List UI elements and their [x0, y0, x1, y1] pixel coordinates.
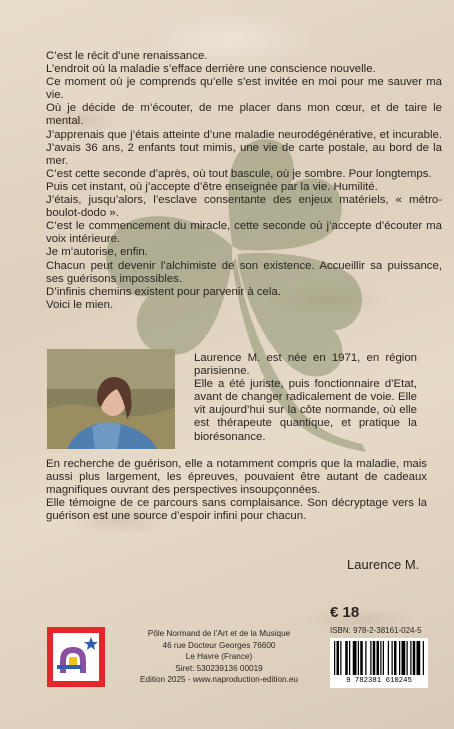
main-text-line: C’est le récit d’une renaissance.	[46, 50, 208, 62]
isbn-label: ISBN: 978-2-38161-024-5	[330, 626, 422, 635]
bio-paragraph: Elle a été juriste, puis fonctionnaire d’Etat, avant de changer radicalement de voie. Elle vit aujourd’hui sur la côte normande, où elle est thérapeute quantique, et pratique la biorésonance.	[194, 378, 417, 443]
publisher-line: Pôle Normand de l’Art et de la Musique	[147, 629, 291, 638]
barcode-digits: 9 782381 610245	[330, 675, 428, 687]
main-text-line: Voici le mien.	[46, 298, 114, 311]
barcode-bar	[370, 641, 371, 675]
main-text-line: J’apprenais que j’étais atteinte d’une maladie neurodégénérative, et incurable. J’avais 36 ans, 2 enfants tout mimis, une vie de carte postale, au bord de la mer.	[46, 128, 442, 167]
barcode-bar	[392, 641, 393, 675]
barcode-bar	[410, 641, 411, 675]
research-paragraph: En recherche de guérison, elle a notamment compris que la maladie, mais aussi plus largement, les épreuves, pouvaient être autant de cadeaux magnifiques ouvrant des perspectives insoupçonnées.	[46, 458, 427, 497]
author-bio	[194, 352, 417, 444]
main-text-line: Où je décide de m’écouter, de me placer dans mon cœur, et de taire le mental.	[46, 102, 442, 128]
research-paragraph: Elle témoigne de ce parcours sans complaisance. Son décryptage vers la guérison est une source d’espoir infini pour chacun.	[46, 497, 427, 523]
barcode-bar	[402, 641, 406, 675]
bio-paragraph: Laurence M. est née en 1971, en région parisienne.	[194, 352, 417, 378]
barcode-bar	[353, 641, 357, 675]
barcode-bar	[340, 641, 341, 675]
barcode-bar	[380, 641, 381, 675]
author-photo	[47, 349, 175, 449]
barcode-bar	[345, 641, 348, 675]
barcode-bar	[383, 641, 384, 675]
barcode-bar	[417, 641, 421, 675]
main-text-line: C’est cette seconde d’après, où tout bascule, où je sombre. Pour longtemps.	[46, 167, 432, 180]
barcode-bar	[399, 641, 400, 675]
publisher-line: Siret: 530239136 00019	[175, 663, 263, 673]
barcode-bar	[334, 641, 335, 675]
barcode-bar	[388, 641, 389, 675]
main-text-line: D’infinis chemins existent pour parvenir à cela.	[46, 285, 281, 298]
main-text-line: C’est le commencement du miracle, cette seconde où j’accepte d’écouter ma voix intérieure.	[46, 220, 442, 246]
research-text	[46, 458, 427, 523]
publisher-logo	[47, 627, 105, 687]
barcode-bar	[360, 641, 363, 675]
main-text-line: Puis cet instant, où j’accepte d’être enseignée par la vie. Humilité.	[46, 180, 378, 193]
barcode-bar	[407, 641, 408, 675]
main-text-line: J’étais, jusqu’alors, l’esclave consentante des enjeux matériels, « métro-boulot-dodo ».	[46, 194, 442, 220]
barcode-bar	[365, 641, 366, 675]
main-text	[46, 50, 442, 312]
publisher-line: 46 rue Docteur Georges 76600	[162, 640, 276, 650]
barcode-bar	[423, 641, 424, 675]
main-text-line: L’endroit où la maladie s’efface derrière une conscience nouvelle.	[46, 63, 376, 76]
author-signature: Laurence M.	[347, 557, 420, 572]
main-text-line: Chacun peut devenir l’alchimiste de son existence. Accueillir sa puissance, ses guérisons impossibles.	[46, 259, 442, 285]
price: € 18	[330, 604, 360, 621]
publisher-info	[112, 628, 326, 686]
barcode-bar	[337, 641, 340, 675]
publisher-line: Le Havre (France)	[185, 652, 253, 662]
barcode-bar	[349, 641, 350, 675]
barcode-bar	[373, 641, 376, 675]
main-text-line: Je m’autorise, enfin.	[46, 246, 148, 259]
barcode-bar	[413, 641, 416, 675]
publisher-line: Edition 2025 - www.naproduction-edition.eu	[140, 675, 298, 685]
barcode-bar	[394, 641, 397, 675]
barcode-bar	[377, 641, 380, 675]
main-text-line: Ce moment où je comprends qu’elle s’est invitée en moi pour me sauver ma vie.	[46, 76, 442, 102]
barcode-bar	[358, 641, 359, 675]
